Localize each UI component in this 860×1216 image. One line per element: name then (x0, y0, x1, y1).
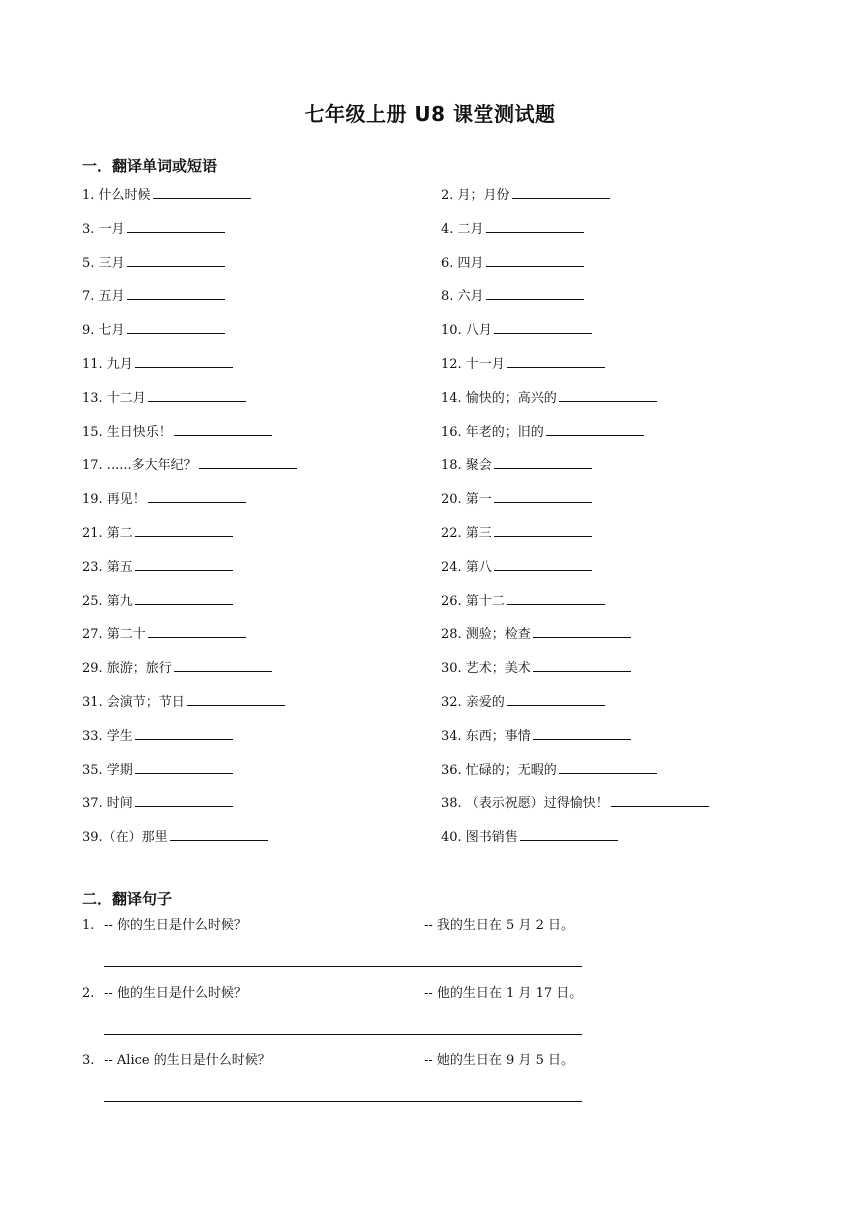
answer-blank[interactable] (494, 556, 592, 571)
vocab-item (82, 759, 233, 780)
answer-blank[interactable] (559, 759, 657, 774)
section-2-heading: 二．翻译句子 (82, 890, 173, 908)
vocab-item (82, 218, 225, 239)
sentence-answer-prompt: -- 我的生日在 5 月 2 日。 (424, 918, 574, 933)
vocab-item-label: 27. 第二十 (82, 627, 146, 643)
answer-blank[interactable] (494, 488, 592, 503)
answer-blank[interactable] (533, 725, 631, 740)
vocab-item (82, 252, 225, 273)
vocab-item (82, 319, 225, 340)
answer-blank[interactable] (135, 759, 233, 774)
vocab-item (441, 387, 657, 408)
answer-line[interactable] (104, 1034, 582, 1035)
answer-blank[interactable] (507, 590, 605, 605)
answer-blank[interactable] (153, 184, 251, 199)
vocab-item-label: 22. 第三 (441, 526, 492, 541)
vocab-item-label: 24. 第八 (441, 559, 492, 575)
sentence-number: 3. (82, 1053, 95, 1068)
vocab-item-label: 9. 七月 (82, 323, 125, 339)
answer-blank[interactable] (148, 623, 246, 638)
vocab-item (441, 285, 584, 306)
answer-blank[interactable] (127, 319, 225, 334)
vocab-item-label: 38. （表示祝愿）过得愉快！ (441, 796, 609, 812)
vocab-item-label: 33. 学生 (82, 728, 133, 744)
vocab-item (82, 387, 246, 408)
answer-blank[interactable] (507, 691, 605, 706)
vocab-item (441, 421, 644, 442)
vocab-item (441, 252, 584, 273)
vocab-item (82, 353, 233, 374)
answer-blank[interactable] (148, 488, 246, 503)
vocab-item (441, 488, 592, 509)
answer-blank[interactable] (170, 826, 268, 841)
answer-blank[interactable] (507, 353, 605, 368)
answer-blank[interactable] (512, 184, 610, 199)
vocab-item (82, 421, 272, 442)
answer-blank[interactable] (135, 556, 233, 571)
vocab-item-label: 20. 第一 (441, 492, 492, 508)
answer-blank[interactable] (494, 319, 592, 334)
vocab-item-label: 3. 一月 (82, 221, 125, 237)
vocab-item (441, 556, 592, 577)
sentence-number: 2. (82, 985, 95, 1001)
answer-blank[interactable] (611, 792, 709, 807)
answer-blank[interactable] (486, 252, 584, 267)
vocab-item (82, 623, 246, 644)
vocab-item-label: 29. 旅游；旅行 (82, 661, 172, 677)
vocab-item-label: 36. 忙碌的；无暇的 (441, 762, 557, 778)
vocab-item (441, 657, 631, 678)
answer-blank[interactable] (546, 421, 644, 436)
answer-blank[interactable] (148, 387, 246, 402)
vocab-item-label: 10. 八月 (441, 323, 492, 339)
answer-blank[interactable] (486, 218, 584, 233)
vocab-item (82, 657, 272, 678)
answer-blank[interactable] (135, 522, 233, 537)
answer-blank[interactable] (559, 387, 657, 402)
section-1-heading: 一．翻译单词或短语 (82, 157, 218, 175)
answer-line[interactable] (104, 966, 582, 967)
sentence-answer-prompt: -- 她的生日在 9 月 5 日。 (424, 1053, 574, 1068)
vocab-item-label: 18. 聚会 (441, 458, 492, 474)
answer-blank[interactable] (520, 826, 618, 841)
vocab-item-label: 1. 什么时候 (82, 188, 151, 203)
vocab-item (82, 792, 233, 813)
vocab-item-label: 23. 第五 (82, 559, 133, 575)
vocab-item-label: 4. 二月 (441, 221, 484, 237)
vocab-item-label: 26. 第十二 (441, 593, 505, 609)
vocab-item-label: 31. 会演节；节日 (82, 695, 185, 710)
vocab-item-label: 5. 三月 (82, 255, 125, 271)
vocab-item (82, 556, 233, 577)
vocab-item-label: 15. 生日快乐！ (82, 424, 172, 440)
answer-line[interactable] (104, 1101, 582, 1102)
vocab-item (82, 725, 233, 746)
answer-blank[interactable] (135, 792, 233, 807)
vocab-item (441, 792, 709, 813)
answer-blank[interactable] (174, 421, 272, 436)
answer-blank[interactable] (486, 285, 584, 300)
vocab-item (441, 454, 592, 475)
vocab-item (82, 285, 225, 306)
vocab-item (441, 319, 592, 340)
answer-blank[interactable] (135, 590, 233, 605)
vocab-item (82, 590, 233, 611)
vocab-item (441, 184, 610, 205)
sentence-answer-prompt: -- 他的生日在 1 月 17 日。 (424, 985, 583, 1001)
vocab-item-label: 28. 测验；检查 (441, 627, 531, 643)
vocab-item (82, 826, 268, 847)
answer-blank[interactable] (135, 353, 233, 368)
answer-blank[interactable] (199, 454, 297, 469)
sentence-number: 1. (82, 918, 95, 933)
vocab-item-label: 30. 艺术；美术 (441, 661, 531, 677)
vocab-item (441, 691, 605, 712)
vocab-item-label: 21. 第二 (82, 526, 133, 541)
vocab-item-label: 17. ......多大年纪？ (82, 458, 197, 474)
sentence-question: -- 他的生日是什么时候？ (104, 985, 247, 1001)
answer-blank[interactable] (533, 657, 631, 672)
vocab-item-label: 7. 五月 (82, 289, 125, 305)
vocab-item-label: 37. 时间 (82, 796, 133, 812)
answer-blank[interactable] (174, 657, 272, 672)
vocab-item-label: 35. 学期 (82, 762, 133, 778)
answer-blank[interactable] (494, 522, 592, 537)
answer-blank[interactable] (533, 623, 631, 638)
answer-blank[interactable] (494, 454, 592, 469)
vocab-item-label: 34. 东西；事情 (441, 728, 531, 744)
vocab-item-label: 25. 第九 (82, 593, 133, 609)
vocab-item-label: 40. 图书销售 (441, 830, 518, 846)
vocab-item (441, 218, 584, 239)
vocab-item (82, 691, 285, 712)
answer-blank[interactable] (135, 725, 233, 740)
vocab-item-label: 16. 年老的；旧的 (441, 424, 544, 440)
vocab-item-label: 6. 四月 (441, 255, 484, 271)
sentence-question: -- Alice 的生日是什么时候？ (104, 1053, 271, 1068)
vocab-item (82, 522, 233, 543)
vocab-item (82, 454, 297, 475)
vocab-item (441, 725, 631, 746)
vocab-item (441, 759, 657, 780)
vocab-item-label: 14. 愉快的；高兴的 (441, 390, 557, 406)
vocab-item-label: 19. 再见！ (82, 492, 146, 508)
vocab-item (441, 353, 605, 374)
page-title: 七年级上册 U8 课堂测试题 (304, 102, 556, 126)
vocab-item (82, 488, 246, 509)
answer-blank[interactable] (127, 218, 225, 233)
vocab-item (441, 590, 605, 611)
vocab-item-label: 39.（在）那里 (82, 830, 168, 846)
vocab-item-label: 13. 十二月 (82, 390, 146, 406)
sentence-question: -- 你的生日是什么时候？ (104, 918, 247, 933)
vocab-item-label: 2. 月；月份 (441, 188, 510, 203)
vocab-item-label: 32. 亲爱的 (441, 695, 505, 710)
answer-blank[interactable] (127, 285, 225, 300)
answer-blank[interactable] (187, 691, 285, 706)
vocab-item (441, 522, 592, 543)
vocab-item-label: 12. 十一月 (441, 357, 505, 372)
answer-blank[interactable] (127, 252, 225, 267)
vocab-item-label: 11. 九月 (82, 357, 133, 372)
vocab-item (441, 623, 631, 644)
vocab-item (82, 184, 251, 205)
vocab-item (441, 826, 618, 847)
vocab-item-label: 8. 六月 (441, 289, 484, 305)
